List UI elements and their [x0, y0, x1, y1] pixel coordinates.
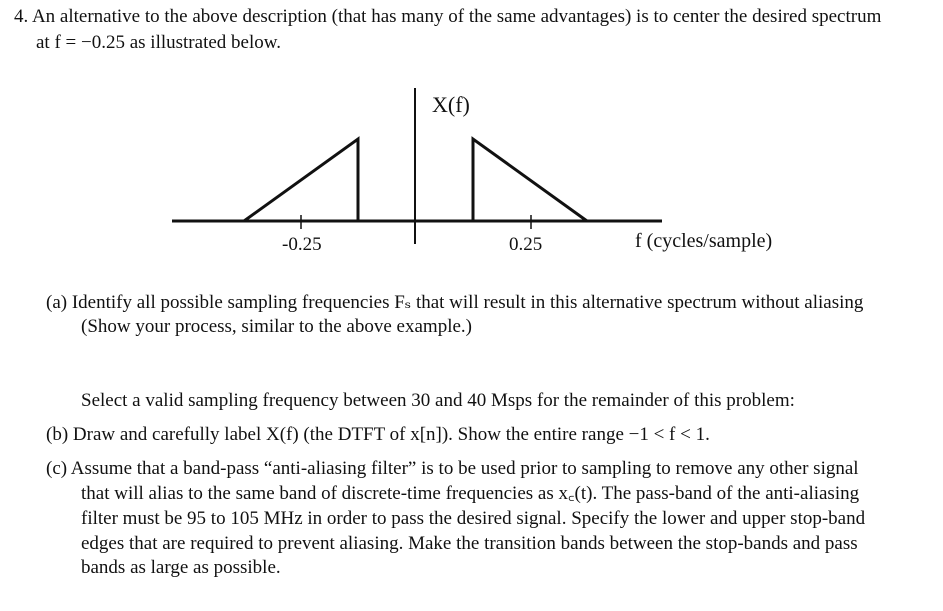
part-c-line-1: (c) Assume that a band-pass “anti-aliasing filter” is to be used prior to sampling to remove any other signal	[46, 458, 859, 479]
part-c-line-5: bands as large as possible.	[81, 557, 281, 578]
part-c-line-3: filter must be 95 to 105 MHz in order to pass the desired signal. Specify the lower and upper stop-band	[81, 508, 866, 529]
problem-text-line-1: 4. An alternative to the above description (that has many of the same advantages) is to center the desired spectrum	[14, 6, 882, 27]
part-b-text: (b) Draw and carefully label X(f) (the DTFT of x[n]). Show the entire range −1 < f < 1.	[46, 424, 710, 445]
instruction-text: Select a valid sampling frequency between 30 and 40 Msps for the remainder of this problem:	[81, 390, 795, 411]
part-a-line-2: (Show your process, similar to the above example.)	[81, 316, 472, 337]
x-axis-label: f (cycles/sample)	[635, 230, 773, 252]
part-c-line-2: that will alias to the same band of discrete-time frequencies as x꜀(t). The pass-band of the anti-aliasing	[81, 483, 860, 504]
tick-label-pos: 0.25	[509, 234, 543, 255]
left-triangle	[244, 139, 358, 221]
tick-label-neg: -0.25	[282, 234, 322, 255]
spectrum-figure	[0, 0, 943, 280]
part-a-line-1: (a) Identify all possible sampling frequencies Fₛ that will result in this alternative spectrum without aliasing	[46, 292, 864, 313]
right-triangle	[473, 139, 587, 221]
y-axis-label: X(f)	[432, 92, 470, 117]
problem-text-line-2: at f = −0.25 as illustrated below.	[36, 32, 281, 53]
part-c-line-4: edges that are required to prevent aliasing. Make the transition bands between the stop-bands and pass	[81, 533, 858, 554]
